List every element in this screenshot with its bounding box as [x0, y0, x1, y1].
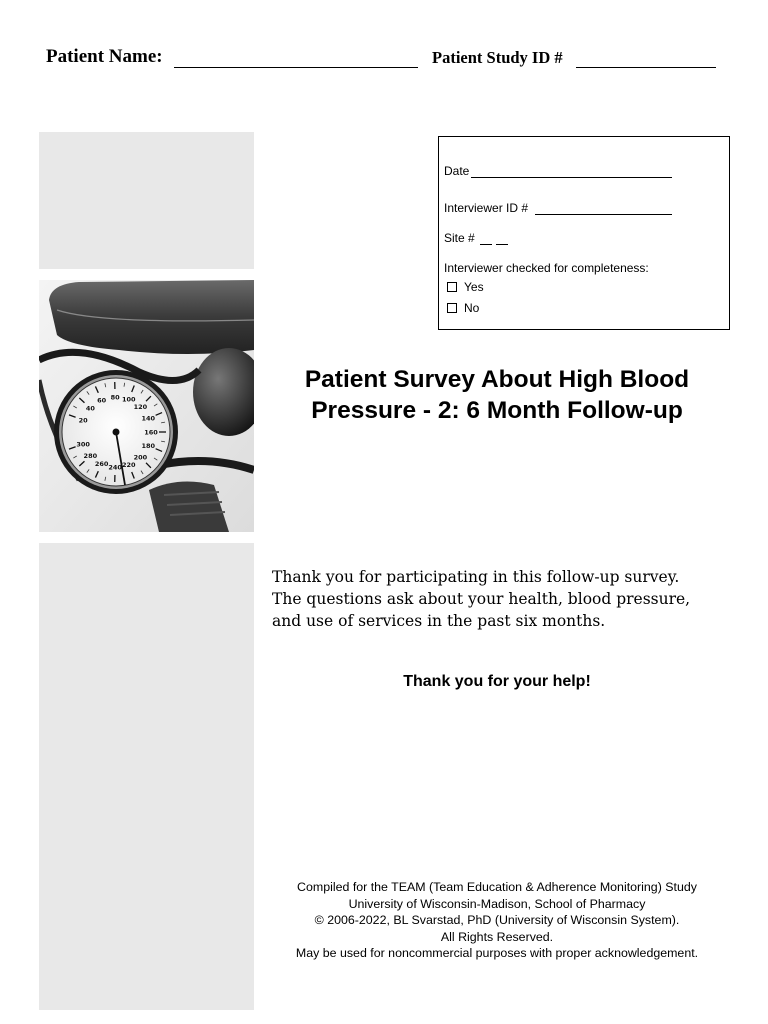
- side-panel-top: [39, 132, 254, 269]
- gauge-scale-label: 240: [108, 463, 122, 472]
- title-line-2: Pressure - 2: 6 Month Follow-up: [311, 397, 683, 424]
- gauge-scale-label: 260: [94, 460, 109, 469]
- gauge-scale-label: 120: [133, 403, 148, 412]
- site-label: Site #: [444, 231, 475, 245]
- patient-study-id-label: Patient Study ID #: [432, 48, 563, 67]
- site-digit-1-field[interactable]: [480, 244, 492, 245]
- footer-line-3: © 2006-2022, BL Svarstad, PhD (University of Wisconsin System).: [314, 913, 680, 927]
- intro-line-3: and use of services in the past six months.: [272, 612, 606, 630]
- gauge-scale-label: 300: [76, 440, 90, 449]
- site-digit-2-field[interactable]: [496, 244, 508, 245]
- header-row: [46, 46, 746, 74]
- completeness-label: Interviewer checked for completeness:: [444, 261, 649, 275]
- gauge-scale-label: 40: [85, 404, 95, 413]
- gauge-scale-label: 100: [121, 395, 136, 404]
- interviewer-id-label: Interviewer ID #: [444, 201, 529, 215]
- date-field[interactable]: [471, 177, 672, 178]
- gauge-scale-label: 20: [78, 416, 88, 425]
- date-label: Date: [444, 164, 470, 178]
- intro-line-2: The questions ask about your health, blood pressure,: [272, 590, 691, 608]
- blood-pressure-gauge-photo: [39, 280, 254, 532]
- checkbox-yes[interactable]: [447, 282, 457, 292]
- footer-line-5: May be used for noncommercial purposes with proper acknowledgement.: [295, 946, 699, 960]
- sphygmomanometer-image: [39, 280, 254, 532]
- footer-line-1: Compiled for the TEAM (Team Education & Adherence Monitoring) Study: [297, 880, 697, 894]
- gauge-scale-label: 80: [110, 393, 120, 402]
- interviewer-info-box: [438, 136, 730, 330]
- interviewer-id-field[interactable]: [535, 214, 672, 215]
- intro-line-1: Thank you for participating in this follow-up survey.: [272, 568, 680, 586]
- title-line-1: Patient Survey About High Blood: [304, 366, 690, 393]
- patient-name-label: Patient Name:: [46, 46, 163, 67]
- checkbox-no[interactable]: [447, 303, 457, 313]
- patient-study-id-field[interactable]: [576, 67, 716, 68]
- thanks-message: Thank you for your help!: [403, 673, 591, 690]
- gauge-scale-label: 140: [141, 414, 156, 423]
- side-panel-bottom: [39, 543, 254, 1010]
- gauge-scale-label: 60: [97, 396, 107, 405]
- yes-label: Yes: [464, 280, 484, 294]
- footer-credits: [262, 879, 732, 962]
- no-label: No: [464, 301, 480, 315]
- intro-paragraph: [272, 566, 732, 632]
- completeness-no-option[interactable]: [447, 301, 479, 315]
- patient-name-field[interactable]: [174, 67, 418, 68]
- gauge-scale-label: 220: [121, 460, 136, 469]
- footer-line-2: University of Wisconsin-Madison, School of Pharmacy: [348, 896, 646, 911]
- gauge-scale-label: 200: [133, 453, 148, 462]
- gauge-scale-label: 280: [83, 452, 98, 461]
- survey-title: [262, 364, 732, 426]
- footer-line-4: All Rights Reserved.: [440, 929, 554, 944]
- gauge-scale-label: 180: [141, 441, 156, 450]
- gauge-scale-label: 160: [144, 428, 158, 437]
- completeness-yes-option[interactable]: [447, 280, 484, 294]
